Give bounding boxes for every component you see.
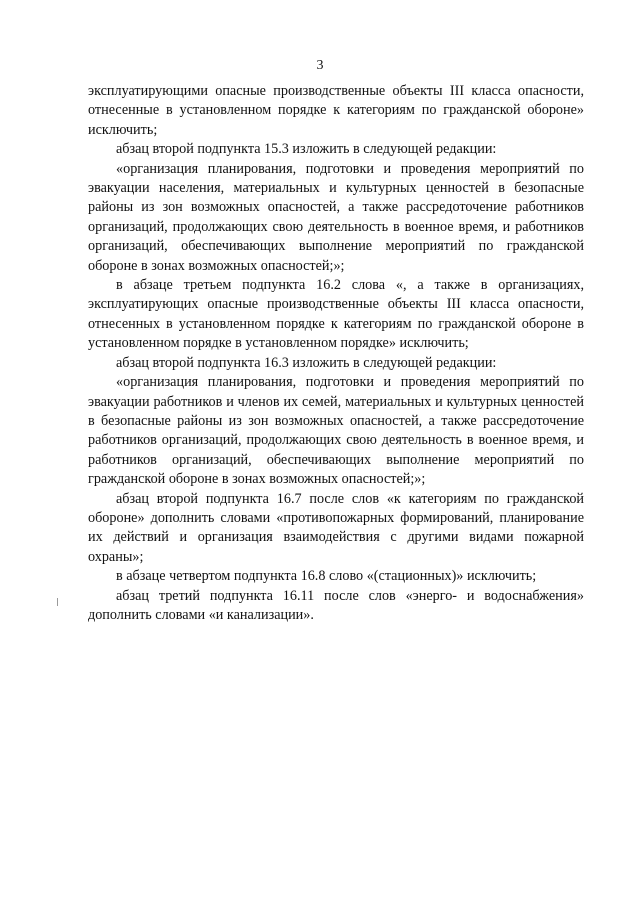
paragraph-amendment-16-11: абзац третий подпункта 16.11 после слов «энерго- и водоснабжения» дополнить словами «и канализации». [88,587,584,623]
paragraph-amendment-16-3: абзац второй подпункта 16.3 изложить в следующей редакции: [116,354,497,371]
paragraph-continuation: эксплуатирующими опасные производственные объекты III класса опасности, отнесенные в установленном порядке к категориям по гражданской обороне» исключить; [88,83,584,138]
paragraph-amendment-16-7: абзац второй подпункта 16.7 после слов «к категориям по гражданской обороне» дополнить словами «противопожарных формирований, планирование их действий и организация взаимодействия с другими видами пожарной охраны»; [88,490,584,565]
paragraph-amendment-16-8: в абзаце четвертом подпункта 16.8 слово «(стационных)» исключить; [116,568,537,585]
document-body [88,82,584,625]
paragraph-amendment-16-2: в абзаце третьем подпункта 16.2 слова «, а также в организациях, эксплуатирующих опасные производственные объекты III класса опасности, отнесенных в установленном порядке к категориям по гражданской обороне в установленном порядке в установленном порядке» исключить; [88,277,584,352]
paragraph-quote-16-3: «организация планирования, подготовки и проведения мероприятий по эвакуации работников и членов их семей, материальных и культурных ценностей в безопасные районы из зон возможных опасностей, а также рассредоточение работников организаций, продолжающих свою деятельность в военное время, и работников организаций, обеспечивающих выполнение мероприятий по гражданской обороне в зонах возможных опасностей;»; [88,374,584,488]
scan-margin-mark [57,598,61,606]
paragraph-amendment-15-3: абзац второй подпункта 15.3 изложить в следующей редакции: [116,141,497,158]
paragraph-quote-15-3: «организация планирования, подготовки и проведения мероприятий по эвакуации населения, материальных и культурных ценностей в безопасные районы из зон возможных опасностей, а также рассредоточение работников организаций, продолжающих свою деятельность в военное время, и работников организаций, обеспечивающих выполнение мероприятий по гражданской обороне в зонах возможных опасностей;»; [88,160,584,274]
page-number: 3 [316,58,324,73]
